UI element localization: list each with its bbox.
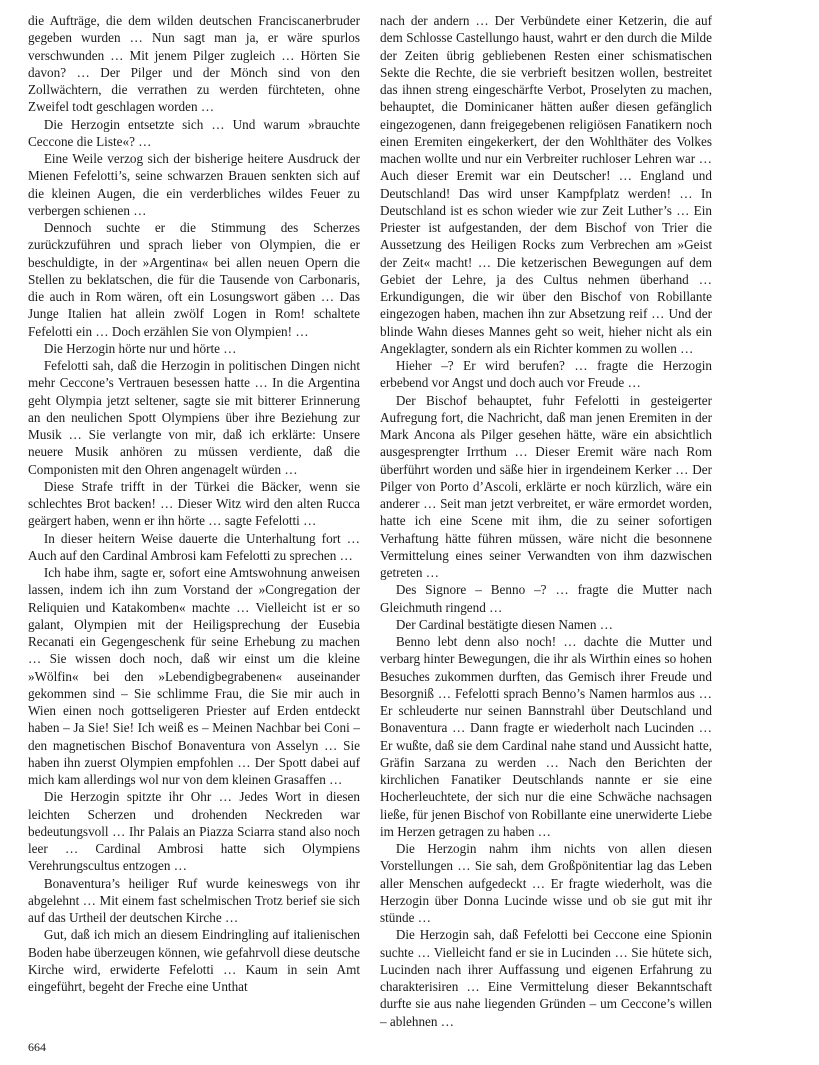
paragraph: Der Cardinal bestätigte diesen Namen … — [395, 616, 613, 632]
paragraph: Dennoch suchte er die Stimmung des Scherzes zurückzuführen und sprach lieber von Olympien, die er beschuldigte, in der »Argentina« bei allen neuen Opern die Stellen zu beklatschen, die für die Tausende von Carbonaris, die auch in Rom wären, oft ein Losungswort gäben … Das Junge Italien hat allein zwölf Logen in Rom! schaltete Fefelotti ein … Doch erzählen Sie von Olympien! … — [28, 220, 360, 339]
paragraph: Die Herzogin entsetzte sich … Und warum »brauchte Ceccone die Liste«? … — [28, 116, 360, 149]
paragraph: die Aufträge, die dem wilden deutschen Franciscanerbruder gegeben wurden … Nun sagt man ja, er wäre spurlos verschwunden … Mit jenem Pilger zugleich … Hörten Sie davon? … Der Pilger und der Mönch sind von den Zollwächtern, die verrathen zu werden fürchteten, ohne Zweifel todt geschlagen worden … — [28, 13, 360, 115]
paragraph: Eine Weile verzog sich der bisherige heitere Ausdruck der Mienen Fefelotti’s, seine schwarzen Brauen senkten sich auf die kleinen Augen, die ein verderbliches wildes Feuer zu verbergen schienen … — [28, 151, 360, 218]
paragraph: Gut, daß ich mich an diesem Eindringling auf italienischen Boden habe überzeugen können, wie gefahrvoll diese deutsche Kirche wird, erwiderte Fefelotti … Kaum in sein Amt eingeführt, begeht der Freche eine Unthat — [28, 927, 360, 994]
paragraph: Ich habe ihm, sagte er, sofort eine Amtswohnung anweisen lassen, indem ich ihn zum Vorstand der »Congregation der Reliquien und Katakomben« machte … Vielleicht ist er so galant, Olympien mit der Heiligsprechung der Eusebia Recanati ein Gegengeschenk für seine Erhebung zu machen … Sie wissen doch noch, daß wir einst um die kleine »Wölfin« bei den »Lebendigbegrabenen« auseinander gekommen sind – Sie schlimme Frau, die Sie mir auch in Wien einen noch gottseligeren Priester auf Erden entdeckt haben – Ja Sie! Sie! Ich weiß es – Meinen Nachbar bei Coni – den magnetischen Bischof Bonaventura von Asselyn … Sie haben ihn zuerst Olympien empfohlen … Der Spott dabei auf mich kam allerdings wol nur von dem kleinen Grasaffen … — [28, 565, 360, 787]
paragraph: Die Herzogin spitzte ihr Ohr … Jedes Wort in diesen leichten Scherzen und drohenden Neckreden war bedeutungsvoll … Ihr Palais an Piazza Sciarra stand also noch leer … Cardinal Ambrosi hatte sich Olympiens Verehrungscultus entzogen … — [28, 789, 360, 874]
page-number: 664 — [28, 1040, 46, 1054]
paragraph: Die Herzogin hörte nur und hörte … — [43, 340, 237, 356]
right-column — [380, 12, 712, 1030]
paragraph: Fefelotti sah, daß die Herzogin in politischen Dingen nicht mehr Ceccone’s Vertrauen besessen hatte … In die Argentina geht Olympia jetzt seltener, sagte sie mit bitterer Erinnerung an den neulichen Spott Olympiens über ihre Beziehung zur Musik … Sie verlangte von mir, daß ich erklärte: Unsere neuere Musik anhören zu müssen verdiente, daß die Componisten mit den Ohren angenagelt würden … — [28, 358, 360, 477]
paragraph: In dieser heitern Weise dauerte die Unterhaltung fort … Auch auf den Cardinal Ambrosi kam Fefelotti zu sprechen … — [28, 530, 360, 563]
paragraph: Hieher –? Er wird berufen? … fragte die Herzogin erbebend vor Angst und doch auch vor Freude … — [380, 358, 712, 391]
paragraph: Bonaventura’s heiliger Ruf wurde keineswegs von ihr abgelehnt … Mit einem fast schelmischen Trotz berief sie sich auf das Urtheil der deutschen Kirche … — [28, 875, 360, 925]
paragraph: Die Herzogin nahm ihm nichts von allen diesen Vorstellungen … Sie sah, dem Großpönitentiar lag das Leben aller Menschen aufgedeckt … Er fragte wiederholt, was die Herzogin über Donna Lucinde wisse und ob sie gut mit ihr stünde … — [380, 841, 712, 925]
paragraph: Des Signore – Benno –? … fragte die Mutter nach Gleichmuth ringend … — [380, 582, 712, 615]
paragraph: nach der andern … Der Verbündete einer Ketzerin, die auf dem Schlosse Castellungo haust, wahrt er den durch die Milde der Zeiten übrig gebliebenen Resten einer schismatischen Sekte die Rechte, die sie verbrieft besitzen wollen, bestreitet das ihnen streng eingeschärfte Verbot, Proselyten zu machen, behauptet, die Dominicaner hätten außer diesen gefänglich eingezogenen, dann freigegebenen religiösen Fanatikern noch einen Eremiten eingekerkert, der den Wohlthäter des Volkes machen wollte und nur ein Verbreiter ruchloser Lehren war … Auch dieser Eremit war ein Deutscher! … England und Deutschland! Das wird unser Kampfplatz werden! … In Deutschland ist es schon wieder wie zur Zeit Luther’s … Ein Priester ist aufgestanden, der dem Bischof von Trier die Aussetzung des Heiligen Rocks zum Verbrechen am »Geist der Zeit« macht! … Die ketzerischen Bewegungen auf dem Gebiet der Lehre, ja des Cultus nehmen überhand … Erkundigungen, die wir über den Bischof von Robillante eingezogen haben, machen ihn zur Absetzung reif … Und der blinde Wahn dieses Mannes geht so weit, hieher nicht als ein Angeklagter, sondern als ein Richter kommen zu wollen … — [380, 13, 712, 356]
paragraph: Die Herzogin sah, daß Fefelotti bei Ceccone eine Spionin suchte … Vielleicht fand er sie in Lucinden … Sie hütete sich, Lucinden nach ihrer Auffassung und eigenen Erfahrung zu charakterisiren … Eine Vermittelung dieser Bekanntschaft durfte sie aus nahe liegenden Gründen – um Ceccone’s willen – ablehnen … — [380, 927, 712, 1029]
left-column — [28, 12, 360, 995]
paragraph: Benno lebt denn also noch! … dachte die Mutter und verbarg hinter Bewegungen, die ihr als Wirthin eines so hohen Besuches zukommen durften, das Gemisch ihrer Freude und Besorgniß … Fefelotti sprach Benno’s Namen harmlos aus … Er schleuderte nur seinen Bannstrahl über Deutschland und Bonaventura … Dann fragte er wiederholt nach Lucinden … Er wußte, daß sie dem Cardinal nahe stand und Aussicht hatte, Gräfin Sarzana zu werden … Nach den Berichten der kirchlichen Fanatiker Deutschlands nannte er sie eine Hocherleuchtete, der sich nur die eine Schwäche nachsagen ließe, für jenen Bischof von Robillante eine unerwiderte Liebe im Herzen getragen zu haben … — [380, 634, 712, 839]
paragraph: Der Bischof behauptet, fuhr Fefelotti in gesteigerter Aufregung fort, die Nachricht, daß man jenen Eremiten in der Mark Ancona als Pilger gesehen hätte, wäre ein absichtlich ausgesprengter Irrthum … Dieser Eremit wäre nach Rom überführt worden und säße hier in irgendeinem Kerker … Der Pilger von Porto d’Ascoli, erklärte er noch kürzlich, wäre ein anderer … Seit man jetzt verbreitet, er wäre ermordet worden, hatte ich eine Scene mit ihm, die zu seiner sofortigen Verhaftung hätte führen müssen, wäre nicht die besonnene Vermittelung eines seiner Verwandten von ihm dazwischen getreten … — [380, 392, 712, 580]
paragraph: Diese Strafe trifft in der Türkei die Bäcker, wenn sie schlechtes Brot backen! … Dieser Witz wird den alten Rucca geärgert haben, wenn er ihn hörte … sagte Fefelotti … — [28, 478, 360, 529]
